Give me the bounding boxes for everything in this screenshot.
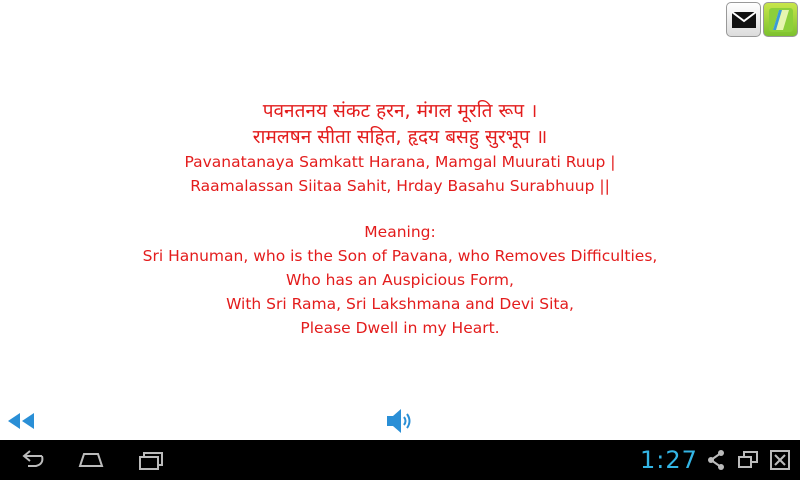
hindi-line-2: रामलषन सीता सहित, हृदय बसहु सुरभूप ॥ (252, 126, 548, 148)
meaning-block (0, 220, 800, 340)
translit-line-2: Raamalassan Siitaa Sahit, Hrday Basahu Surabhuup || (190, 177, 610, 195)
speaker-icon[interactable] (384, 405, 416, 437)
meaning-line-3: With Sri Rama, Sri Lakshmana and Devi Sita, (226, 295, 574, 313)
app-icon[interactable] (763, 2, 798, 37)
close-icon[interactable] (768, 448, 792, 472)
mail-icon[interactable] (726, 2, 761, 37)
rewind-icon[interactable] (6, 410, 36, 432)
meaning-line-2: Who has an Auspicious Form, (286, 271, 514, 289)
meaning-heading: Meaning: (364, 223, 436, 241)
clock: 1:27 (640, 446, 698, 474)
screen-expand-icon[interactable] (736, 448, 760, 472)
hindi-line-1: पवनतनय संकट हरन, मंगल मूरति रूप । (262, 100, 538, 122)
meaning-line-4: Please Dwell in my Heart. (300, 319, 500, 337)
meaning-line-1: Sri Hanuman, who is the Son of Pavana, who Removes Difficulties, (142, 247, 658, 265)
top-right-toolbar (726, 2, 798, 37)
translit-line-1: Pavanatanaya Samkatt Harana, Mamgal Muurati Ruup | (184, 153, 616, 171)
recent-apps-icon[interactable] (136, 448, 166, 472)
system-navigation-bar (0, 440, 800, 480)
share-icon[interactable] (706, 448, 726, 472)
back-icon[interactable] (18, 448, 46, 472)
home-icon[interactable] (76, 448, 106, 472)
verse-block (0, 98, 800, 198)
